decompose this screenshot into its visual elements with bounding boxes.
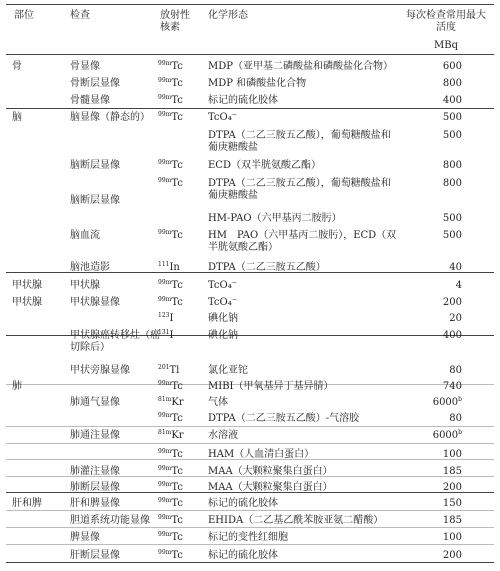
mass-number: 111 (158, 261, 170, 268)
nuclide-cell: $^{99m}$Tc (158, 94, 183, 106)
nuclide-cell: $^{99m}$Tc (158, 549, 183, 561)
exam-cell: 脑断层显像 (70, 195, 120, 206)
chem-cell: TcO₄⁻ (208, 280, 237, 291)
activity-cell: 20 (449, 313, 462, 324)
organ-cell: 甲状腺 (12, 297, 42, 308)
activity-cell: 80 (449, 365, 462, 376)
chem-cell: DTPA（二乙三胺五乙酸），葡萄糖酸盐和葡庚糖酸盐 (208, 130, 391, 153)
chem-cell: HAM（人血清白蛋白） (208, 449, 315, 460)
mass-number: 99m (158, 60, 172, 67)
chem-cell: 标记的硫化胶体 (208, 550, 278, 561)
exam-cell: 肝断层显像 (70, 550, 120, 561)
mass-number: 99m (158, 94, 172, 101)
activity-cell: 200 (442, 297, 462, 308)
activity-cell: 80 (449, 413, 462, 424)
exam-cell: 甲状腺 (70, 280, 100, 291)
exam-cell: 肺通气显像 (70, 397, 120, 408)
footnote-mark: b (458, 396, 462, 403)
nuclide-cell: $^{99m}$Tc (158, 531, 183, 543)
nuclide-cell: $^{99m}$Tc (158, 481, 183, 493)
mass-number: 99m (158, 531, 172, 538)
nuclide-cell: $^{99m}$Tc (158, 77, 183, 89)
chem-cell: 标记的变性红细胞 (208, 532, 288, 543)
mass-number: 81m (158, 429, 172, 436)
activity-cell: 200 (442, 550, 462, 561)
chem-cell: HM-PAO（六甲基丙二胺肟） (208, 213, 342, 224)
nuclide-cell: $^{99m}$Tc (158, 159, 183, 171)
mass-number: 99m (158, 77, 172, 84)
mass-number: 99m (158, 481, 172, 488)
nuclide-cell: $^{99m}$Tc (158, 177, 183, 189)
exam-cell: 甲状腺癌转移灶（癌切除后） (70, 330, 160, 353)
chem-cell: DTPA（二乙三胺五乙酸） (208, 262, 326, 273)
exam-cell: 肝和脾显像 (70, 498, 120, 509)
activity-cell: 185 (442, 466, 462, 477)
mass-number: 99m (158, 380, 172, 387)
exam-cell: 肺断层显像 (70, 482, 120, 493)
activity-cell: 4 (455, 280, 462, 291)
exam-cell: 肺通注显像 (70, 430, 120, 441)
organ-cell: 脑 (12, 112, 22, 123)
chem-cell: 标记的硫化胶体 (208, 95, 278, 106)
activity-cell: 500 (442, 112, 462, 123)
organ-cell: 骨 (12, 61, 22, 72)
chem-cell: MDP（亚甲基二磷酸盐和磷酸盐化合物） (208, 61, 393, 72)
exam-cell: 脑血流 (70, 230, 100, 241)
chem-cell: 氯化亚铊 (208, 365, 248, 376)
mass-number: 99m (158, 514, 172, 521)
table-top-rule (6, 4, 494, 5)
exam-cell: 肺灌注显像 (70, 466, 120, 477)
activity-cell: 6000$^b$ (432, 429, 462, 441)
chem-cell: TcO₄⁻ (208, 112, 237, 123)
mass-number: 81m (158, 396, 172, 403)
nuclide-cell: $^{111}$In (158, 261, 180, 273)
mass-number: 201 (158, 364, 170, 371)
organ-cell: 肝和脾 (12, 498, 42, 509)
row-rule (6, 527, 494, 528)
nuclide-cell: $^{99m}$Tc (158, 497, 183, 509)
nuclide-cell: $^{99m}$Tc (158, 229, 183, 241)
activity-cell: 740 (442, 381, 462, 392)
mass-number: 99m (158, 549, 172, 556)
activity-cell: 40 (449, 262, 462, 273)
header-exam: 检查 (70, 10, 90, 21)
header-bottom-rule (6, 54, 494, 55)
row-rule (6, 426, 494, 427)
chem-cell: TcO₄⁻ (208, 297, 237, 308)
mass-number: 99m (158, 111, 172, 118)
chem-cell: EHIDA（二乙基乙酰苯胺亚氨二醋酸） (208, 515, 384, 526)
mass-number: 99m (158, 412, 172, 419)
activity-cell: 100 (442, 532, 462, 543)
mass-number: 99m (158, 229, 172, 236)
nuclide-cell: $^{131}$I (158, 329, 174, 341)
chem-cell: 碘化钠 (208, 330, 238, 341)
nuclide-cell: $^{99m}$Tc (158, 412, 183, 424)
chem-cell: DTPA（二乙三胺五乙酸）-气溶胶 (208, 413, 360, 424)
activity-cell: 185 (442, 515, 462, 526)
nuclide-cell: $^{123}$I (158, 312, 174, 324)
activity-cell: 500 (442, 130, 462, 141)
nuclide-cell: $^{99m}$Tc (158, 514, 183, 526)
chem-cell: MAA（大颗粒聚集白蛋白） (208, 482, 333, 493)
organ-cell: 甲状腺 (12, 280, 42, 291)
activity-cell: 800 (442, 160, 462, 171)
exam-cell: 脑断层显像 (70, 160, 120, 171)
chem-cell: 气体 (208, 397, 228, 408)
exam-cell: 甲状腺显像 (70, 297, 120, 308)
exam-cell: 骨显像 (70, 61, 100, 72)
chem-cell: ECD（双半胱氨酸乙酯） (208, 160, 321, 171)
exam-cell: 脾显像 (70, 532, 100, 543)
organ-cell: 肺 (12, 381, 22, 392)
exam-cell: 胆道系统功能显像 (70, 515, 150, 526)
activity-cell: 150 (442, 498, 462, 509)
activity-cell: 200 (442, 482, 462, 493)
chem-cell: DTPA（二乙三胺五乙酸），葡萄糖酸盐和葡庚糖酸盐 (208, 178, 391, 201)
exam-cell: 甲状旁腺显像 (70, 365, 130, 376)
activity-cell: 500 (442, 230, 462, 241)
row-rule (6, 510, 494, 511)
exam-cell: 脑池造影 (70, 262, 110, 273)
activity-cell: 600 (442, 61, 462, 72)
table-bottom-rule (6, 562, 494, 563)
chem-cell: MAA（大颗粒聚集白蛋白） (208, 466, 333, 477)
chem-cell: 水溶液 (208, 430, 238, 441)
exam-cell: 骨髓显像 (70, 95, 110, 106)
header-chem: 化学形态 (208, 10, 248, 21)
chem-cell: 标记的硫化胶体 (208, 498, 278, 509)
mass-number: 123 (158, 312, 170, 319)
activity-cell: 400 (442, 330, 462, 341)
chem-cell: MIBI（甲氧基异丁基异腈） (208, 381, 334, 392)
mass-number: 99m (158, 497, 172, 504)
nuclide-cell: $^{81m}$Kr (158, 429, 184, 441)
mass-number: 99m (158, 177, 172, 184)
nuclide-cell: $^{99m}$Tc (158, 448, 183, 460)
mass-number: 99m (158, 296, 172, 303)
nuclide-cell: $^{99m}$Tc (158, 111, 183, 123)
activity-cell: 800 (442, 78, 462, 89)
mass-number: 99m (158, 465, 172, 472)
footnote-mark: b (458, 429, 462, 436)
header-activity: 每次检查常用最大活度 (406, 10, 486, 33)
exam-cell: 脑显像（静态的） (70, 112, 150, 123)
nuclide-cell: $^{201}$Tl (158, 364, 180, 376)
mass-number: 131 (158, 329, 170, 336)
nuclide-cell: $^{99m}$Tc (158, 380, 183, 392)
header-nuclide: 放射性核素 (160, 10, 190, 33)
nuclide-cell: $^{99m}$Tc (158, 279, 183, 291)
row-rule (6, 443, 494, 444)
chem-cell: HM PAO（六甲基丙二胺肟），ECD（双半胱氨酸乙酯） (208, 230, 397, 253)
mass-number: 99m (158, 448, 172, 455)
chem-cell: MDP 和磷酸盐化合物 (208, 78, 307, 89)
chem-cell: 碘化钠 (208, 313, 238, 324)
section-rule (6, 108, 494, 109)
activity-cell: 100 (442, 449, 462, 460)
row-rule (6, 544, 494, 545)
nuclide-cell: $^{99m}$Tc (158, 60, 183, 72)
activity-cell: 6000$^b$ (432, 396, 462, 408)
header-unit: MBq (434, 40, 458, 51)
exam-cell: 骨断层显像 (70, 78, 120, 89)
header-organ: 部位 (14, 10, 34, 21)
activity-cell: 800 (442, 178, 462, 189)
activity-cell: 500 (442, 213, 462, 224)
nuclide-cell: $^{99m}$Tc (158, 465, 183, 477)
nuclide-cell: $^{99m}$Tc (158, 296, 183, 308)
activity-cell: 400 (442, 95, 462, 106)
mass-number: 99m (158, 159, 172, 166)
nuclide-cell: $^{81m}$Kr (158, 396, 184, 408)
